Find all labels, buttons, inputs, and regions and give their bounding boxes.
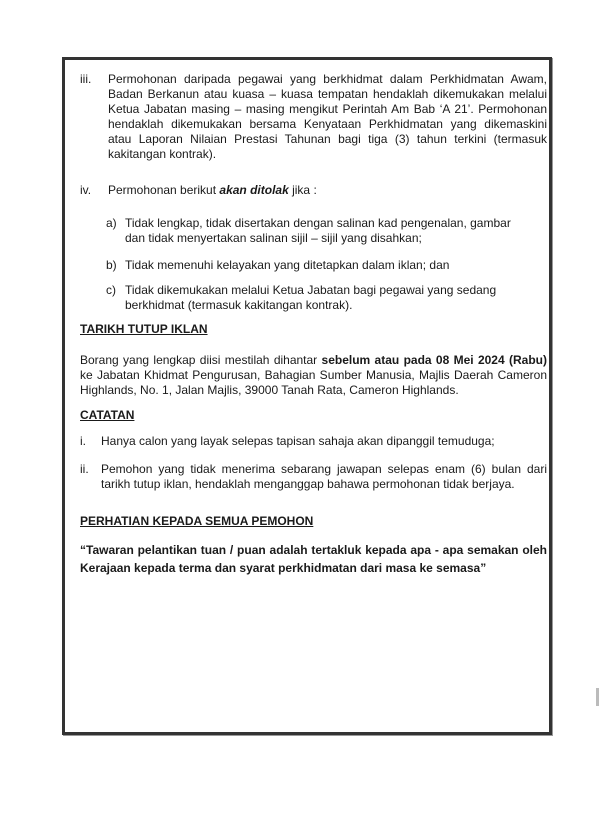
text: jika :	[288, 183, 317, 197]
note-i-text: Hanya calon yang layak selepas tapisan sahaja akan dipanggil temuduga;	[101, 434, 495, 448]
scan-edge-mark	[596, 688, 599, 706]
sub-label-a: a)	[106, 216, 117, 230]
sub-item-c-text: Tidak dikemukakan melalui Ketua Jabatan bagi pegawai yang sedang berkhidmat (termasuk kakitangan kontrak).	[125, 283, 497, 312]
emphasis-text: akan ditolak	[219, 183, 289, 197]
text: ke Jabatan Khidmat Pengurusan, Bahagian Sumber Manusia, Majlis Daerah Cameron Highlands, No. 1, Jalan Majlis, 39000 Tanah Rata, Cameron Highlands.	[80, 368, 547, 397]
notes-heading: CATATAN	[80, 408, 135, 422]
sub-item-b-text: Tidak memenuhi kelayakan yang ditetapkan dalam iklan; dan	[125, 258, 450, 272]
closing-text	[80, 353, 547, 398]
attention-quote: “Tawaran pelantikan tuan / puan adalah tertakluk kepada apa - apa semakan oleh Kerajaan kepada terma dan syarat perkhidmatan dari masa ke semasa”	[80, 543, 547, 575]
closing-date: sebelum atau pada 08 Mei 2024 (Rabu)	[321, 353, 547, 367]
sub-item-a-text: Tidak lengkap, tidak disertakan dengan salinan kad pengenalan, gambar dan tidak menyertakan salinan sijil – sijil yang disahkan;	[125, 216, 511, 245]
text: Borang yang lengkap diisi mestilah dihantar	[80, 353, 322, 367]
text: Permohonan berikut	[108, 183, 220, 197]
sub-label-b: b)	[106, 258, 117, 272]
item-label-iv: iv.	[80, 183, 92, 197]
note-ii-text: Pemohon yang tidak menerima sebarang jawapan selepas enam (6) bulan dari tarikh tutup iklan, hendaklah menganggap bahawa permohonan tidak berjaya.	[101, 462, 547, 491]
attention-heading: PERHATIAN KEPADA SEMUA PEMOHON	[80, 514, 314, 528]
note-label-ii: ii.	[80, 462, 89, 476]
item-iv-text	[108, 183, 547, 198]
item-label-iii: iii.	[80, 72, 92, 86]
sub-label-c: c)	[106, 283, 116, 297]
note-label-i: i.	[80, 434, 86, 448]
item-iii-text: Permohonan daripada pegawai yang berkhidmat dalam Perkhidmatan Awam, Badan Berkanun atau kuasa – kuasa tempatan hendaklah dikemukakan melalui Ketua Jabatan masing – masing mengikut Perintah Am Bab ‘A 21’. Permohonan hendaklah dikemukakan bersama Kenyataan Perkhidmatan yang dikemaskini atau Laporan Nilaian Prestasi Tahunan bagi tiga (3) tahun terkini (termasuk kakitangan kontrak).	[108, 72, 547, 161]
closing-heading: TARIKH TUTUP IKLAN	[80, 322, 208, 336]
